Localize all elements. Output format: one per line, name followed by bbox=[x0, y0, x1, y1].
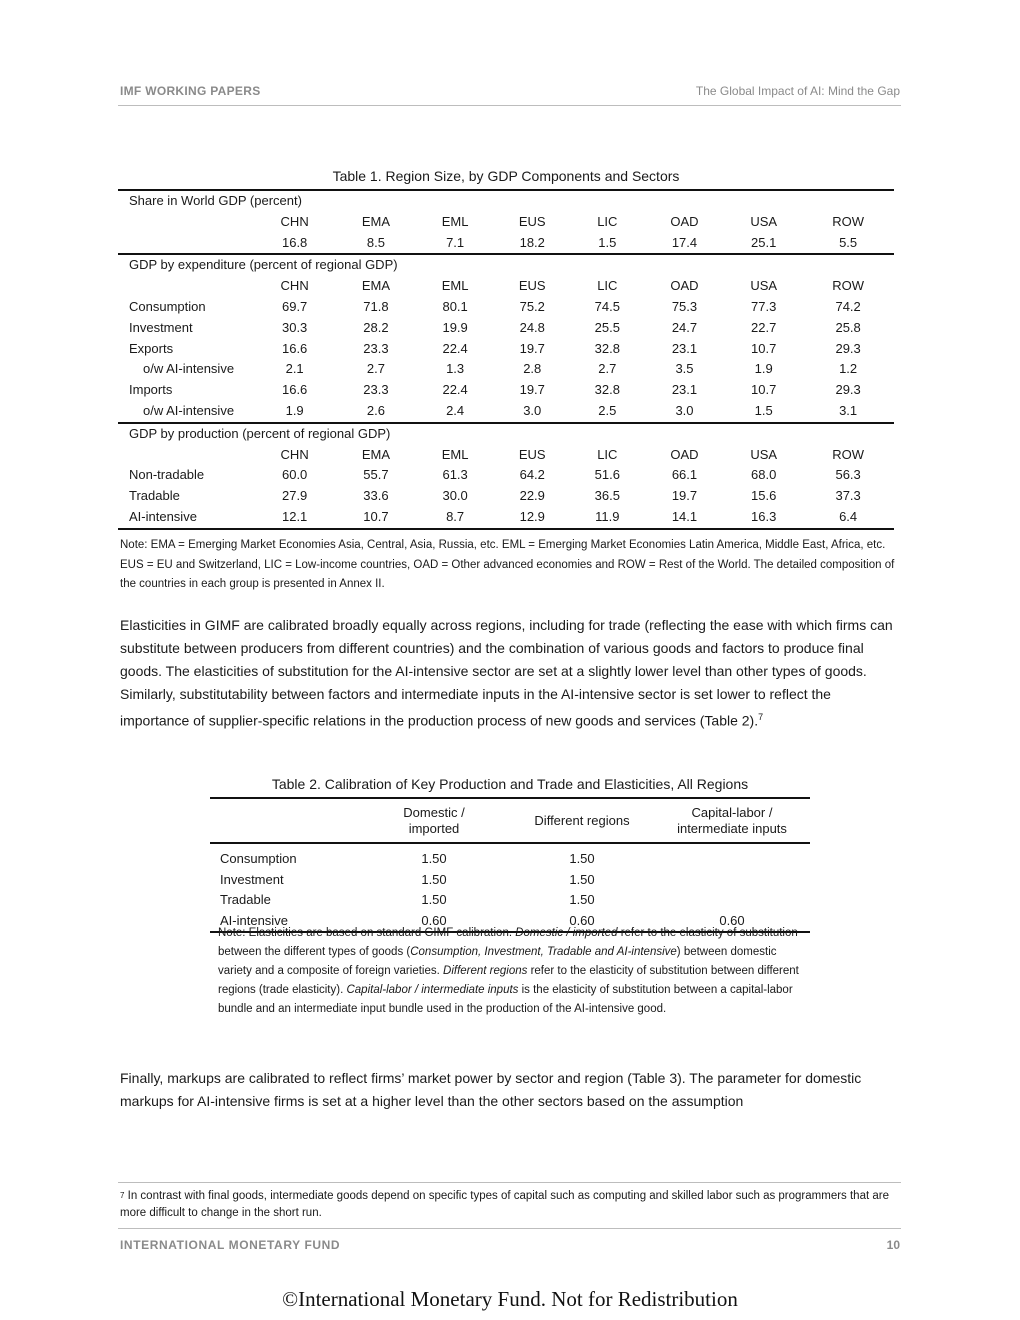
footer-divider bbox=[118, 1228, 901, 1229]
value-cell: 22.9 bbox=[519, 488, 545, 504]
row-label: AI-intensive bbox=[210, 911, 358, 933]
value-cell: 1.5 bbox=[571, 233, 644, 255]
value-cell: 1.50 bbox=[421, 871, 447, 887]
value-cell: 1.50 bbox=[569, 892, 595, 907]
value-cell: 23.1 bbox=[671, 340, 698, 356]
value-cell: 2.1 bbox=[285, 361, 304, 377]
value-cell: 71.8 bbox=[363, 298, 389, 314]
table1-row bbox=[118, 318, 894, 339]
row-label: Consumption bbox=[220, 851, 297, 866]
value-cell: 64.2 bbox=[519, 467, 545, 483]
table1-row bbox=[118, 465, 894, 486]
region-header-cell: LIC bbox=[597, 213, 618, 229]
value-cell: 32.8 bbox=[594, 340, 620, 356]
value-cell: 2.7 bbox=[598, 361, 617, 377]
value-cell: 29.3 bbox=[835, 382, 861, 398]
region-header-cell: ROW bbox=[832, 446, 865, 462]
value-cell: 7.1 bbox=[417, 233, 494, 255]
value-cell: 2.5 bbox=[571, 401, 644, 423]
copyright-notice: ©International Monetary Fund. Not for Redistribution bbox=[282, 1287, 738, 1311]
value-cell: 30.0 bbox=[442, 488, 468, 504]
running-footer-left: INTERNATIONAL MONETARY FUND bbox=[120, 1238, 341, 1252]
value-cell: 25.8 bbox=[835, 319, 861, 335]
value-cell: 30.3 bbox=[281, 319, 308, 335]
value-cell: 2.7 bbox=[366, 361, 385, 377]
value-cell: 2.6 bbox=[335, 401, 416, 423]
value-cell: 1.50 bbox=[569, 851, 595, 866]
region-header-cell: LIC bbox=[597, 446, 618, 462]
value-cell: 61.3 bbox=[442, 467, 468, 483]
value-cell: 14.1 bbox=[644, 507, 725, 529]
value-cell: 1.3 bbox=[446, 361, 465, 377]
value-cell: 75.3 bbox=[671, 298, 698, 314]
value-cell bbox=[654, 849, 810, 870]
region-header-cell: CHN bbox=[280, 446, 309, 462]
table2-header-regions: Different regions bbox=[510, 798, 654, 843]
table2-header-capital: Capital-labor / intermediate inputs bbox=[654, 798, 810, 843]
table1-body bbox=[118, 190, 894, 529]
value-cell: 36.5 bbox=[594, 488, 620, 504]
row-label: o/w AI-intensive bbox=[118, 401, 254, 423]
value-cell: 23.1 bbox=[671, 382, 698, 398]
value-cell: 27.9 bbox=[281, 488, 308, 504]
value-cell: 80.1 bbox=[442, 298, 468, 314]
value-cell: 5.5 bbox=[802, 233, 894, 255]
value-cell: 69.7 bbox=[281, 298, 308, 314]
table1-row bbox=[118, 380, 894, 401]
table2-row bbox=[210, 849, 810, 870]
table1-section-heading bbox=[118, 190, 894, 212]
region-header-cell: EML bbox=[441, 213, 469, 229]
region-header-cell: EMA bbox=[361, 213, 390, 229]
table1-region-header-row bbox=[118, 276, 894, 297]
table1-row bbox=[118, 339, 894, 360]
table2-row bbox=[210, 890, 810, 911]
value-cell: 60.0 bbox=[281, 467, 308, 483]
value-cell: 10.7 bbox=[751, 382, 777, 398]
value-cell: 56.3 bbox=[835, 467, 861, 483]
row-label: Exports bbox=[129, 340, 174, 356]
row-label: Tradable bbox=[220, 892, 271, 907]
region-header-cell: EMA bbox=[361, 446, 390, 462]
region-header-cell: USA bbox=[750, 446, 778, 462]
value-cell: 51.6 bbox=[594, 467, 620, 483]
region-header-cell: OAD bbox=[670, 213, 699, 229]
value-cell: 1.5 bbox=[725, 401, 802, 423]
value-cell: 12.9 bbox=[494, 507, 571, 529]
region-header-cell: EUS bbox=[518, 278, 546, 294]
paragraph-text: Elasticities in GIMF are calibrated broadly equally across regions, including for trade (reflecting the ease with which firms can substitute between producers from different countries) and the combination of various goods and factors to produce final goods. The elasticities of substitution for the AI-intensive sector are set at a slightly lower level than other types of goods. Similarly, substitutability between factors and intermediate inputs in the AI-intensive sector is set lower to reflect the importance of supplier-specific relations in the production process of new goods and services (Table 2). bbox=[120, 617, 893, 729]
value-cell: 25.1 bbox=[725, 233, 802, 255]
value-cell: 74.2 bbox=[835, 298, 861, 314]
value-cell: 24.8 bbox=[519, 319, 545, 335]
value-cell: 1.50 bbox=[569, 871, 595, 887]
table2 bbox=[210, 797, 810, 933]
table1-section-heading bbox=[118, 423, 894, 445]
table2-header-domestic: Domestic / imported bbox=[358, 798, 510, 843]
value-cell: 3.1 bbox=[802, 401, 894, 423]
table1 bbox=[118, 189, 894, 530]
table1-note: Note: EMA = Emerging Market Economies Asia, Central, Asia, Russia, etc. EML = Emerging Market Economies Latin America, Middle East, Africa, etc. EUS = EU and Switzerland, LIC = Low-income countries, OAD = Other advanced economies and ROW = Rest of the World. The detailed composition of the countries in each group is presented in Annex II. bbox=[120, 539, 895, 590]
region-header-cell: OAD bbox=[670, 446, 699, 462]
value-cell: 68.0 bbox=[751, 467, 777, 483]
value-cell: 37.3 bbox=[835, 488, 861, 504]
value-cell: 22.4 bbox=[442, 340, 468, 356]
table2-note: Note: Elasticities are based on standard GIMF calibration. Domestic / imported refer to the elasticity of substitution between the different types of goods (Consumption, Investment, Tradable and AI-intensive) between domestic variety and a composite of foreign varieties. Different regions refer to the elasticity of substitution between different regions (trade elasticity). Capital-labor / intermediate inputs is the elasticity of substitution between a capital-labor bundle and an intermediate input bundle used in the production of the AI-intensive good. bbox=[218, 927, 799, 1015]
table2-title: Table 2. Calibration of Key Production and Trade and Elasticities, All Regions bbox=[271, 776, 749, 792]
region-header-cell: ROW bbox=[832, 213, 865, 229]
value-cell: 32.8 bbox=[594, 382, 620, 398]
section-heading-text: GDP by production (percent of regional GDP) bbox=[118, 423, 894, 445]
value-cell: 1.9 bbox=[254, 401, 335, 423]
value-cell: 10.7 bbox=[751, 340, 777, 356]
value-cell: 0.60 bbox=[654, 911, 810, 933]
row-label: o/w AI-intensive bbox=[143, 361, 235, 377]
table1-row bbox=[118, 359, 894, 380]
table1-section-heading bbox=[118, 254, 894, 276]
value-cell: 77.3 bbox=[751, 298, 777, 314]
value-cell: 23.3 bbox=[363, 382, 389, 398]
value-cell: 16.6 bbox=[281, 382, 308, 398]
value-cell: 1.50 bbox=[421, 851, 447, 866]
table2-row bbox=[210, 870, 810, 891]
region-header-cell: EML bbox=[441, 278, 469, 294]
page-number: 10 bbox=[886, 1238, 900, 1252]
row-label: Investment bbox=[129, 319, 193, 335]
region-header-cell: USA bbox=[750, 213, 778, 229]
row-label: Investment bbox=[220, 871, 284, 887]
value-cell: 66.1 bbox=[671, 467, 698, 483]
value-cell: 19.7 bbox=[519, 382, 545, 398]
region-header-cell: CHN bbox=[280, 278, 309, 294]
region-header-cell: EUS bbox=[518, 213, 546, 229]
value-cell: 19.9 bbox=[442, 319, 468, 335]
region-header-cell: EMA bbox=[361, 278, 390, 294]
value-cell: 8.5 bbox=[335, 233, 416, 255]
value-cell: 23.3 bbox=[363, 340, 389, 356]
value-cell: 29.3 bbox=[835, 340, 861, 356]
value-cell: 16.3 bbox=[725, 507, 802, 529]
value-cell: 1.2 bbox=[839, 361, 858, 377]
table1-row bbox=[118, 507, 894, 529]
value-cell: 18.2 bbox=[494, 233, 571, 255]
value-cell: 8.7 bbox=[417, 507, 494, 529]
value-cell: 22.4 bbox=[442, 382, 468, 398]
value-cell: 2.8 bbox=[523, 361, 542, 377]
region-header-cell: LIC bbox=[597, 278, 618, 294]
region-header-cell: USA bbox=[750, 278, 778, 294]
value-cell: 22.7 bbox=[751, 319, 777, 335]
region-header-cell: OAD bbox=[670, 278, 699, 294]
value-cell: 28.2 bbox=[363, 319, 389, 335]
table1-row bbox=[118, 297, 894, 318]
running-header-right: The Global Impact of AI: Mind the Gap bbox=[695, 84, 900, 98]
table1-title: Table 1. Region Size, by GDP Components and Sectors bbox=[332, 168, 680, 184]
value-cell: 17.4 bbox=[644, 233, 725, 255]
footnote-text: In contrast with final goods, intermediate goods depend on specific types of capital such as computing and skilled labor such as programmers that are more difficult to change in the short run. bbox=[120, 1190, 889, 1219]
row-label bbox=[118, 233, 254, 255]
value-cell bbox=[654, 870, 810, 891]
footnote-divider bbox=[118, 1182, 901, 1183]
table1-region-header-row bbox=[118, 445, 894, 466]
body-paragraph-1 bbox=[120, 614, 900, 733]
value-cell: 3.0 bbox=[644, 401, 725, 423]
value-cell bbox=[654, 890, 810, 911]
footnote-mark: 7 bbox=[120, 1191, 125, 1200]
value-cell: 33.6 bbox=[363, 488, 389, 504]
footnote bbox=[120, 1188, 900, 1221]
row-label: AI-intensive bbox=[118, 507, 254, 529]
value-cell: 10.7 bbox=[335, 507, 416, 529]
table2-header-empty bbox=[210, 798, 358, 843]
value-cell: 16.6 bbox=[281, 340, 308, 356]
row-label: Tradable bbox=[129, 488, 180, 504]
value-cell: 74.5 bbox=[594, 298, 620, 314]
row-label: Non-tradable bbox=[129, 467, 205, 483]
value-cell: 16.8 bbox=[254, 233, 335, 255]
row-label: Consumption bbox=[129, 298, 206, 314]
value-cell: 3.0 bbox=[494, 401, 571, 423]
body-paragraph-2: Finally, markups are calibrated to reflect firms’ market power by sector and region (Table 3). The parameter for domestic markups for AI-intensive firms is set at a higher level than the other sectors based on the assumption bbox=[120, 1070, 862, 1109]
header-divider bbox=[118, 105, 901, 106]
section-heading-text: GDP by expenditure (percent of regional GDP) bbox=[118, 254, 894, 276]
value-cell: 0.60 bbox=[358, 911, 510, 933]
section-heading-text: Share in World GDP (percent) bbox=[118, 190, 894, 212]
value-cell: 1.50 bbox=[421, 892, 447, 907]
footnote-reference: 7 bbox=[758, 712, 764, 722]
table1-row bbox=[118, 486, 894, 507]
value-cell: 6.4 bbox=[802, 507, 894, 529]
value-cell: 0.60 bbox=[510, 911, 654, 933]
value-cell: 19.7 bbox=[519, 340, 545, 356]
table2-header-row bbox=[210, 798, 810, 843]
running-header-left: IMF WORKING PAPERS bbox=[120, 84, 261, 98]
table2-body bbox=[210, 843, 810, 932]
table1-row bbox=[118, 401, 894, 423]
region-header-cell: CHN bbox=[280, 213, 309, 229]
value-cell: 2.4 bbox=[417, 401, 494, 423]
row-label: Imports bbox=[129, 382, 173, 398]
value-cell: 75.2 bbox=[519, 298, 545, 314]
region-header-cell: ROW bbox=[832, 278, 865, 294]
value-cell: 11.9 bbox=[571, 507, 644, 529]
value-cell: 3.5 bbox=[675, 361, 694, 377]
region-header-cell: EML bbox=[441, 446, 469, 462]
value-cell: 25.5 bbox=[594, 319, 620, 335]
table1-region-header-row bbox=[118, 212, 894, 233]
table1-row bbox=[118, 233, 894, 255]
value-cell: 12.1 bbox=[254, 507, 335, 529]
value-cell: 55.7 bbox=[363, 467, 389, 483]
value-cell: 19.7 bbox=[671, 488, 698, 504]
value-cell: 15.6 bbox=[751, 488, 777, 504]
region-header-cell: EUS bbox=[518, 446, 546, 462]
value-cell: 1.9 bbox=[754, 361, 773, 377]
value-cell: 24.7 bbox=[671, 319, 698, 335]
